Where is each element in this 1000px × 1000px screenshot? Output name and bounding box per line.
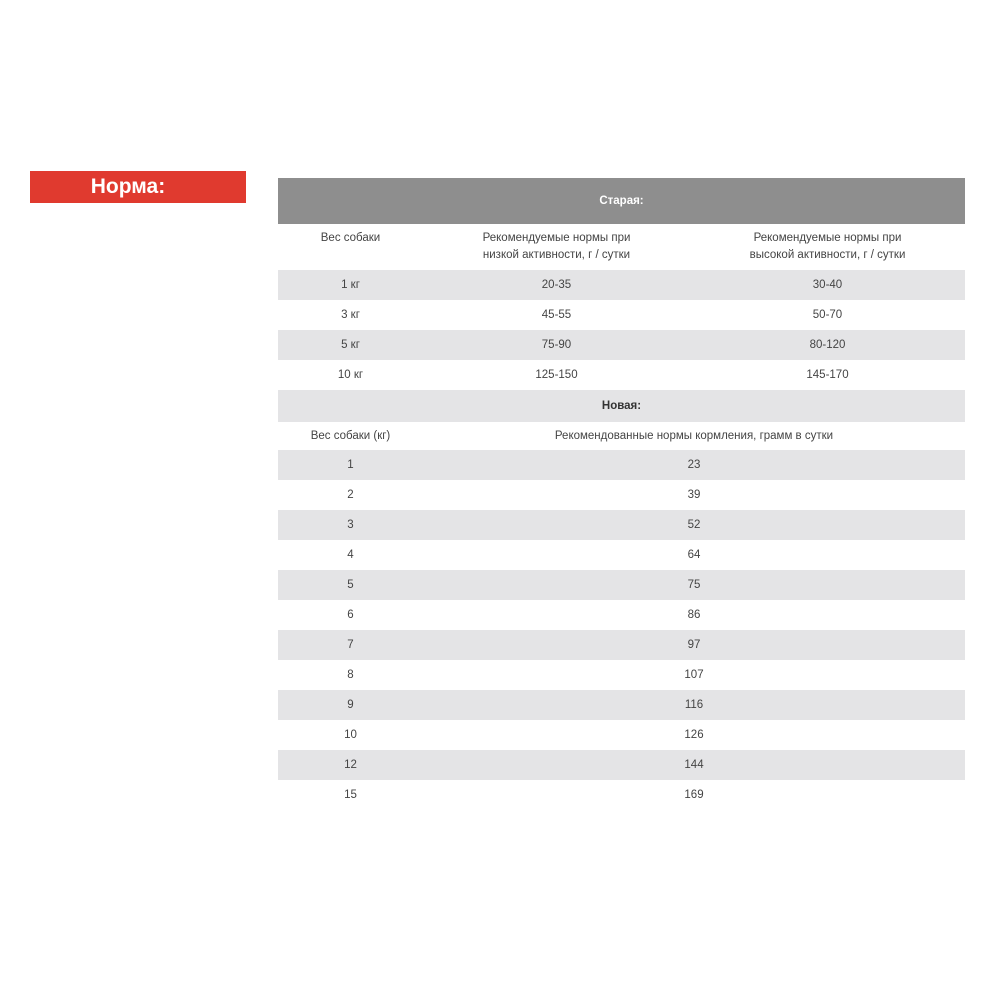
table-row xyxy=(278,300,965,330)
norma-label: Норма: xyxy=(30,171,246,203)
new-norm-cell: 107 xyxy=(684,669,704,681)
new-weight-cell: 12 xyxy=(344,759,357,771)
old-low-cell: 45-55 xyxy=(541,309,572,321)
new-norm-cell: 116 xyxy=(684,699,704,711)
new-header-norm: Рекомендованные нормы кормления, грамм в сутки xyxy=(554,430,834,442)
table-row xyxy=(278,330,965,360)
old-header-high: Рекомендуемые нормы при высокой активности, г / сутки xyxy=(749,232,906,261)
table-row xyxy=(278,540,965,570)
table-row xyxy=(278,450,965,480)
table-row xyxy=(278,780,965,810)
new-norm-cell: 39 xyxy=(687,489,701,501)
new-weight-cell: 1 xyxy=(347,459,354,471)
new-section-title xyxy=(278,390,965,422)
table-row xyxy=(278,660,965,690)
table-row xyxy=(278,480,965,510)
old-low-cell: 75-90 xyxy=(541,339,572,351)
new-weight-cell: 5 xyxy=(347,579,354,591)
new-norm-cell: 64 xyxy=(687,549,701,561)
new-weight-cell: 9 xyxy=(347,699,354,711)
old-weight-cell: 1 кг xyxy=(341,279,360,291)
new-weight-cell: 2 xyxy=(347,489,354,501)
new-weight-cell: 15 xyxy=(344,789,357,801)
table-row xyxy=(278,690,965,720)
feeding-table xyxy=(278,178,965,810)
table-row xyxy=(278,360,965,390)
old-low-cell: 125-150 xyxy=(535,369,578,381)
new-norm-cell: 86 xyxy=(687,609,701,621)
old-weight-cell: 10 кг xyxy=(337,369,364,381)
new-weight-cell: 3 xyxy=(347,519,354,531)
new-weight-cell: 8 xyxy=(347,669,354,681)
new-norm-cell: 97 xyxy=(687,639,701,651)
old-header-low: Рекомендуемые нормы при низкой активности, г / сутки xyxy=(482,232,631,261)
old-low-cell: 20-35 xyxy=(541,279,572,291)
old-section-title-text: Старая: xyxy=(599,195,644,207)
old-high-cell: 145-170 xyxy=(806,369,849,381)
new-norm-cell: 169 xyxy=(684,789,704,801)
old-weight-cell: 5 кг xyxy=(341,339,360,351)
old-header-weight: Вес собаки xyxy=(320,232,381,244)
new-norm-cell: 144 xyxy=(684,759,704,771)
old-weight-cell: 3 кг xyxy=(341,309,360,321)
old-high-cell: 80-120 xyxy=(809,339,846,351)
table-row xyxy=(278,510,965,540)
table-row xyxy=(278,630,965,660)
old-high-cell: 50-70 xyxy=(812,309,843,321)
table-row xyxy=(278,750,965,780)
new-norm-cell: 23 xyxy=(687,459,701,471)
new-norm-cell: 126 xyxy=(684,729,704,741)
old-high-cell: 30-40 xyxy=(812,279,843,291)
new-weight-cell: 10 xyxy=(344,729,357,741)
new-norm-cell: 52 xyxy=(687,519,701,531)
table-row xyxy=(278,600,965,630)
old-section-title xyxy=(278,178,965,224)
table-row xyxy=(278,570,965,600)
new-weight-cell: 4 xyxy=(347,549,354,561)
table-row xyxy=(278,270,965,300)
new-norm-cell: 75 xyxy=(687,579,701,591)
new-section-title-text: Новая: xyxy=(601,400,642,412)
new-header-weight: Вес собаки (кг) xyxy=(310,430,391,442)
new-weight-cell: 6 xyxy=(347,609,354,621)
new-header-row xyxy=(278,422,965,450)
table-row xyxy=(278,720,965,750)
new-weight-cell: 7 xyxy=(347,639,354,651)
old-header-row xyxy=(278,224,965,270)
